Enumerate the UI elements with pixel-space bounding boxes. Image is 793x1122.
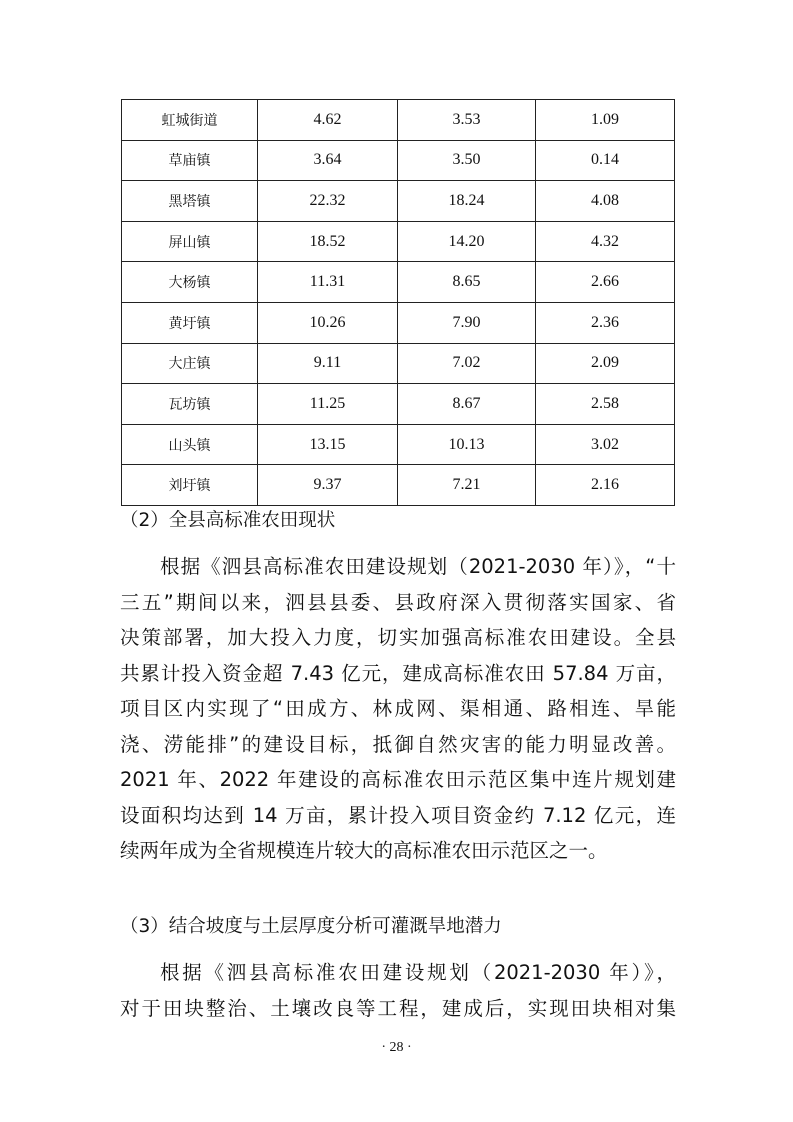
value-cell-2: 3.53	[398, 100, 536, 141]
paragraph-line: 三五”期间以来，泗县县委、县政府深入贯彻落实国家、省	[120, 590, 676, 614]
paragraph-line: 根据《泗县高标准农田建设规划（2021-2030 年）》，	[160, 961, 676, 984]
table-row	[122, 302, 675, 343]
value-cell-3: 1.09	[536, 100, 675, 141]
value-cell-2: 7.21	[398, 465, 536, 506]
value-cell-1: 13.15	[258, 424, 398, 465]
section-3-paragraph	[120, 955, 676, 1026]
town-area-table	[121, 99, 675, 506]
value-cell-3: 2.66	[536, 262, 675, 303]
value-cell-1: 10.26	[258, 302, 398, 343]
section-3-heading: （3）结合坡度与土层厚度分析可灌溉旱地潜力	[120, 916, 502, 937]
section-2-heading: （2）全县高标准农田现状	[120, 510, 336, 531]
town-name-cell: 虹城街道	[122, 100, 258, 141]
table-row	[122, 384, 675, 425]
town-name-cell: 黄圩镇	[122, 302, 258, 343]
value-cell-3: 3.02	[536, 424, 675, 465]
town-name-cell: 屏山镇	[122, 221, 258, 262]
town-name-cell: 大杨镇	[122, 262, 258, 303]
value-cell-3: 2.09	[536, 343, 675, 384]
table-body	[122, 100, 675, 506]
value-cell-2: 10.13	[398, 424, 536, 465]
value-cell-3: 2.16	[536, 465, 675, 506]
value-cell-1: 11.25	[258, 384, 398, 425]
value-cell-2: 7.90	[398, 302, 536, 343]
value-cell-1: 9.11	[258, 343, 398, 384]
paragraph-line: 设面积均达到 14 万亩，累计投入项目资金约 7.12 亿元，连	[120, 803, 676, 827]
value-cell-2: 14.20	[398, 221, 536, 262]
paragraph-line: 对于田块整治、土壤改良等工程，建成后，实现田块相对集	[120, 996, 676, 1020]
value-cell-2: 8.67	[398, 384, 536, 425]
value-cell-1: 9.37	[258, 465, 398, 506]
value-cell-2: 7.02	[398, 343, 536, 384]
paragraph-line: 项目区内实现了“田成方、林成网、渠相通、路相连、旱能	[120, 697, 676, 720]
town-name-cell: 山头镇	[122, 424, 258, 465]
value-cell-2: 18.24	[398, 181, 536, 222]
value-cell-3: 2.36	[536, 302, 675, 343]
value-cell-3: 4.32	[536, 221, 675, 262]
paragraph-line: 共累计投入资金超 7.43 亿元，建成高标准农田 57.84 万亩，	[120, 661, 676, 685]
value-cell-3: 0.14	[536, 140, 675, 181]
paragraph-line: 根据《泗县高标准农田建设规划（2021-2030 年）》，“十	[160, 555, 676, 578]
value-cell-1: 4.62	[258, 100, 398, 141]
paragraph-line: 续两年成为全省规模连片较大的高标准农田示范区之一。	[120, 839, 608, 862]
table-row	[122, 262, 675, 303]
table-row	[122, 100, 675, 141]
page-number: · 28 ·	[381, 1040, 412, 1055]
paragraph-line: 2021 年、2022 年建设的高标准农田示范区集中连片规划建	[120, 768, 676, 791]
table-row	[122, 343, 675, 384]
town-name-cell: 刘圩镇	[122, 465, 258, 506]
table-row	[122, 424, 675, 465]
town-name-cell: 大庄镇	[122, 343, 258, 384]
value-cell-1: 18.52	[258, 221, 398, 262]
table-row	[122, 140, 675, 181]
town-name-cell: 瓦坊镇	[122, 384, 258, 425]
table-row	[122, 221, 675, 262]
value-cell-1: 3.64	[258, 140, 398, 181]
table-row	[122, 181, 675, 222]
table-row	[122, 465, 675, 506]
value-cell-1: 11.31	[258, 262, 398, 303]
value-cell-2: 8.65	[398, 262, 536, 303]
paragraph-line: 浇、涝能排”的建设目标，抵御自然灾害的能力明显改善。	[120, 732, 676, 756]
value-cell-1: 22.32	[258, 181, 398, 222]
town-name-cell: 黑塔镇	[122, 181, 258, 222]
paragraph-line: 决策部署，加大投入力度，切实加强高标准农田建设。全县	[120, 626, 676, 649]
value-cell-2: 3.50	[398, 140, 536, 181]
section-2-paragraph	[120, 549, 676, 869]
value-cell-3: 2.58	[536, 384, 675, 425]
value-cell-3: 4.08	[536, 181, 675, 222]
town-name-cell: 草庙镇	[122, 140, 258, 181]
